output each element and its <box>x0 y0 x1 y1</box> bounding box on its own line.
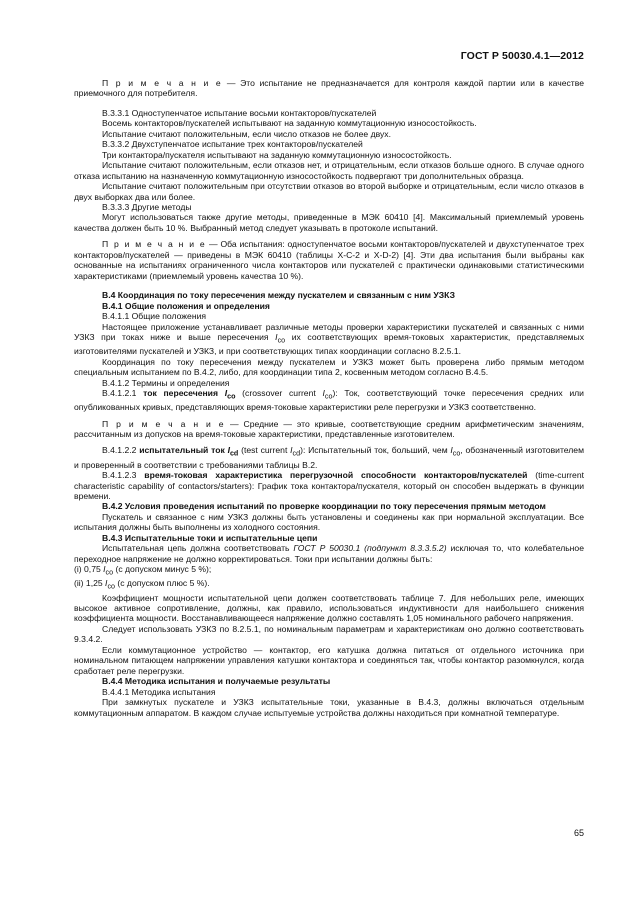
section-heading: В.4.3 Испытательные токи и испытательные цепи <box>102 532 318 543</box>
note-text: — Оба испытания: одноступенчатое восьми контакторов/пускателей и двухступенчатое трех контакторов/пускателей — приведены в МЭК 60410 (таблицы X-C-2 и X-D-2) [4]. Эти два испытания были выбраны как основанные на испытаниях ограниченного числа контакторов или пускателей с практически одинаковыми статистическими характеристиками (приемлемый уровень качества 10 %). <box>74 239 584 281</box>
note-paragraph <box>74 239 584 281</box>
section-heading: В.4.4 Методика испытания и получаемые результаты <box>102 676 331 687</box>
clause-title: В.4.1.2 Термины и определения <box>102 377 230 388</box>
paragraph: При замкнутых пускателе и УЗКЗ испытательные токи, указанные в В.4.3, должны включаться отдельным коммутационным аппаратом. В каждом случае испытуемые устройства должны находиться при комнатной температуре. <box>74 697 584 718</box>
clause-title: В.3.3.1 Одноступенчатое испытание восьми контакторов/пускателей <box>102 107 377 118</box>
paragraph: Если коммутационное устройство — контактор, его катушка должна питаться от отдельного источника при номинальном питающем напряжении управления катушки контактора и соединяться так, чтобы контактор разомкнулся, когда сработает реле перегрузки. <box>74 644 584 676</box>
list-item: (i) 0,75 $I_{co}$ (с допуском минус 5 %); <box>74 564 212 577</box>
note-lead: П р и м е ч а н и е <box>102 239 207 250</box>
paragraph: Испытание считают положительным, если отказов нет, и отрицательным, если отказов больше одного. В случае одного отказа испытанию на назначенную коммутационную износостойкость подвергают три дополнительных образца. <box>74 160 584 181</box>
page-number: 65 <box>573 828 584 838</box>
clause-title: В.3.3.3 Другие методы <box>102 201 192 212</box>
paragraph: Испытание считают положительным при отсутствии отказов во второй выборке и отрицательным, если число отказов в двух выборках два или более. <box>74 181 584 202</box>
section-heading: В.4.1 Общие положения и определения <box>102 300 270 311</box>
definition-crossover-current: В.4.1.2.1 ток пересечения $I_{co}$ (crossover current $I_{co}$): Ток, соответствующий точке пересечения средних или опубликованных кривых, представляющих время-токовые характеристики реле перегрузки и УЗКЗ соответственно. <box>74 387 584 413</box>
clause-title: В.4.1.1 Общие положения <box>102 311 207 322</box>
clause-title: В.3.3.2 Двухступенчатое испытание трех контакторов/пускателей <box>102 139 363 150</box>
definition-test-current: В.4.1.2.2 испытательный ток $I_{cd}$ (test current $I_{cd}$): Испытательный ток, больший, чем $I_{co}$, обозначенный изготовителем и проверенный в соответствии с требованиями таблицы В.2. <box>74 445 584 470</box>
note-lead: П р и м е ч а н и е <box>102 78 223 88</box>
paragraph: Испытательная цепь должна соответствовать ГОСТ Р 50030.1 (подпункт 8.3.3.5.2) исключая то, что колебательное переходное напряжение не должно корректироваться. Токи при испытании должны быть: <box>74 543 584 564</box>
paragraph: Следует использовать УЗКЗ по 8.2.5.1, по номинальным параметрам и характеристикам оно должно соответствовать 9.3.4.2. <box>74 623 584 645</box>
note-text: — Это испытание не предназначается для контроля каждой партии или в качестве приемочного для потребителя. <box>74 78 584 99</box>
clause-title: В.4.4.1 Методика испытания <box>102 686 216 697</box>
paragraph: Координация по току пересечения между пускателем и УЗКЗ может быть проверена либо прямым методом специальным испытанием по В.4.2, либо, для координации типа 2, косвенным методом согласно В.4.5. <box>74 356 584 378</box>
note-text: — Средние — это кривые, соответствующие средним арифметическим значениям, рассчитанным из допусков на время-токовые характеристики, представленные изготовителем. <box>74 418 584 440</box>
paragraph: Три контактора/пускателя испытывают на заданную коммутационную износостойкость. <box>102 149 452 160</box>
definition-time-current: В.4.1.2.3 время-токовая характеристика перегрузочной способности контакторов/пускателей (time-current characteristic capability of contactors/starters): График тока контактора/пускателя, который он способен выдержать в функции времени. <box>74 470 584 502</box>
document-body <box>74 78 584 718</box>
note-lead: П р и м е ч а н и е <box>102 418 226 429</box>
paragraph: Восемь контакторов/пускателей испытывают на заданную коммутационную износостойкость. <box>102 118 477 129</box>
section-heading: В.4 Координация по току пересечения между пускателем и связанным с ним УЗКЗ <box>102 290 456 301</box>
paragraph: Настоящее приложение устанавливает различные методы проверки характеристики пускателей и связанных с ними УЗКЗ при токах ниже и выше пересечения $I_{co}$ их соответствующих время-токовых характеристик, представляемых изготовителями пускателей и УЗКЗ, и при соответствующих типах координации согласно 8.2.5.1. <box>74 321 585 357</box>
paragraph: Пускатель и связанное с ним УЗКЗ должны быть установлены и соединены как при нормальной эксплуатации. Все испытания должны быть выполнены из холодного состояния. <box>74 511 584 533</box>
note-paragraph <box>74 78 584 99</box>
paragraph: Коэффициент мощности испытательной цепи должен соответствовать таблице 7. Для небольших реле, имеющих высокое активное сопротивление, должны, как правило, использоваться индуктивности для наибольшего снижения коэффициента мощности. Восстанавливающееся напряжение должно составлять 1,05 номинального рабочего напряжения. <box>74 592 584 624</box>
section-heading: В.4.2 Условия проведения испытаний по проверке координации по току пересечения прямым методом <box>102 501 546 512</box>
standard-header: ГОСТ Р 50030.4.1—2012 <box>460 50 584 62</box>
list-item: (ii) 1,25 $I_{co}$ (с допуском плюс 5 %). <box>74 578 210 592</box>
note-paragraph <box>74 419 584 440</box>
paragraph: Могут использоваться также другие методы, приведенные в МЭК 60410 [4]. Максимальный приемлемый уровень качества должен быть 10 %. Выбранный метод следует указывать в протоколе испытаний. <box>74 212 584 233</box>
paragraph: Испытание считают положительным, если число отказов не более двух. <box>102 128 391 139</box>
